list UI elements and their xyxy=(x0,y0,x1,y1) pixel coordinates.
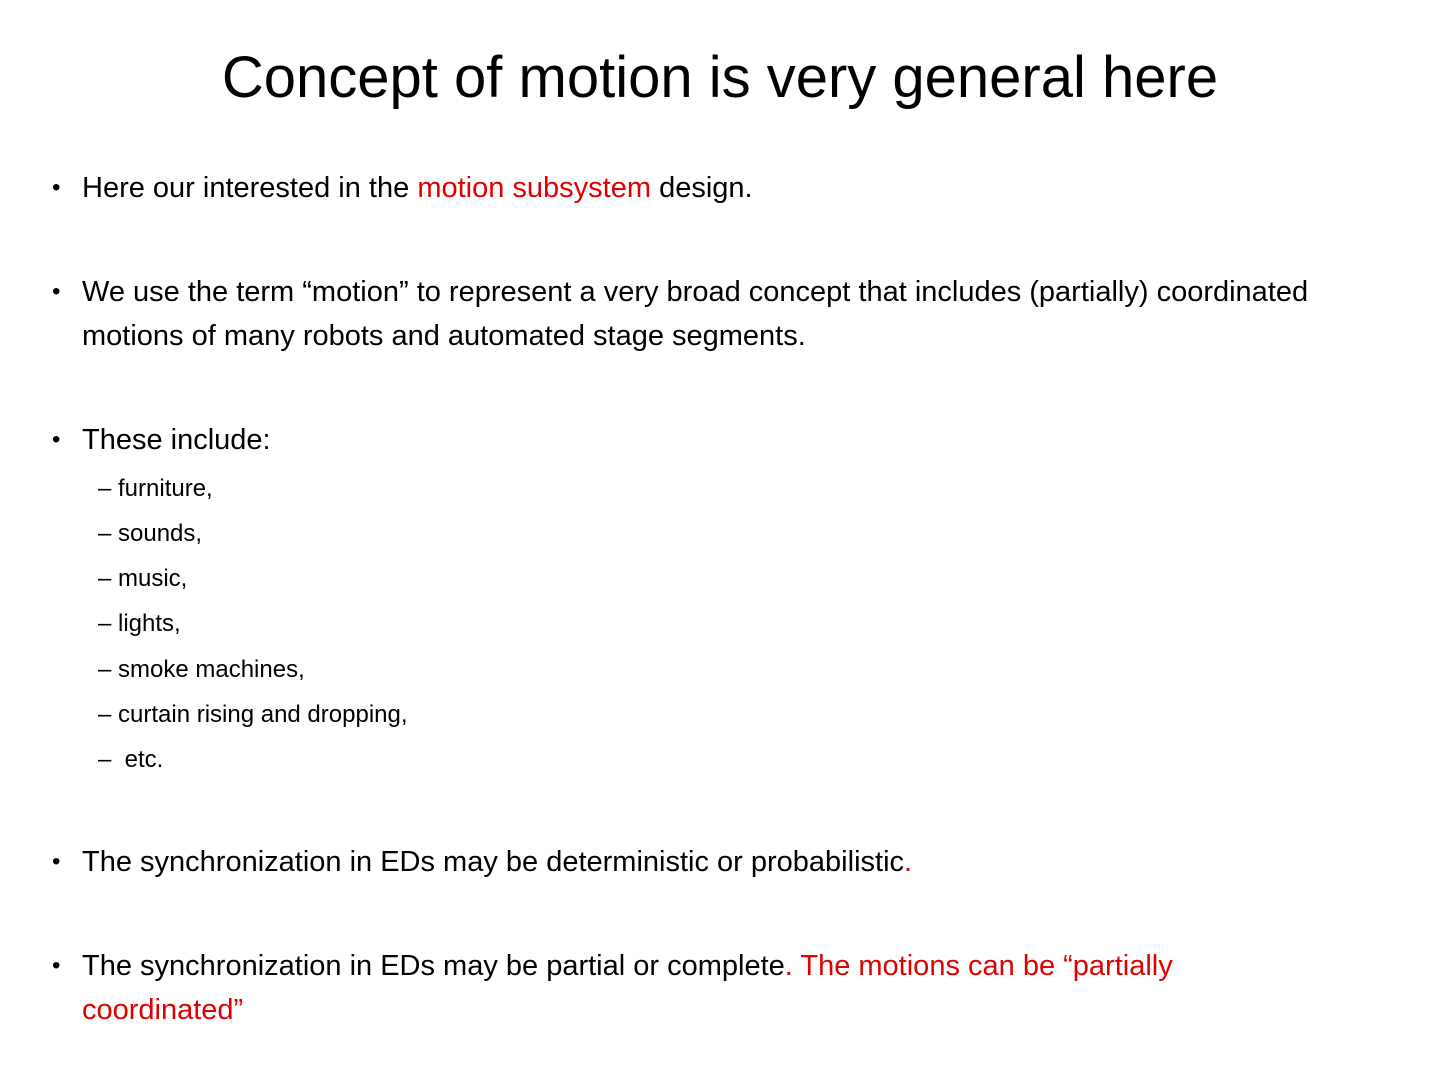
sub-item-text: sounds, xyxy=(118,520,203,547)
slide-title: Concept of motion is very general here xyxy=(221,45,1219,110)
bullet-text-part: Here our interested in the xyxy=(82,172,418,204)
bullet-dot-icon: • xyxy=(52,278,61,305)
sub-item-sounds xyxy=(98,519,202,549)
highlighted-text: . xyxy=(904,846,913,878)
sub-item-music xyxy=(98,564,187,594)
bullet-text: These include: xyxy=(82,424,271,456)
sub-item-text: lights, xyxy=(118,610,181,637)
bullet-text-part: design. xyxy=(651,172,753,204)
bullet-motion-term xyxy=(52,270,1382,358)
bullet-text: We use the term “motion” to represent a very broad concept that includes (partially) coordinated motions of many robots and automated stage segments. xyxy=(82,276,1309,352)
bullet-dot-icon: • xyxy=(52,174,61,201)
bullet-dot-icon: • xyxy=(52,848,61,875)
bullet-text-part: The synchronization in EDs may be partial or complete xyxy=(82,950,785,982)
sub-item-text: furniture, xyxy=(118,475,213,502)
bullet-dot-icon: • xyxy=(52,426,61,453)
bullet-synchronization-partial xyxy=(52,944,1382,1032)
sub-item-text: etc. xyxy=(118,746,164,773)
dash-icon: – xyxy=(98,656,112,683)
dash-icon: – xyxy=(98,610,112,637)
bullet-text xyxy=(82,166,1382,210)
sub-item-smoke-machines xyxy=(98,655,305,685)
sub-item-lights xyxy=(98,609,181,639)
bullet-text-part: The synchronization in EDs may be deterministic or probabilistic xyxy=(82,846,905,878)
sub-item-text: curtain rising and dropping, xyxy=(118,701,408,728)
dash-icon: – xyxy=(98,565,112,592)
highlighted-text: motion subsystem xyxy=(417,172,652,204)
sub-item-etc xyxy=(98,745,163,775)
sub-item-furniture xyxy=(98,474,213,504)
highlighted-text: . The motions can be “partially coordinated” xyxy=(82,950,1173,1026)
dash-icon: – xyxy=(98,701,112,728)
bullet-synchronization-deterministic xyxy=(52,840,1382,884)
bullet-text xyxy=(82,944,1232,1032)
dash-icon: – xyxy=(98,520,112,547)
sub-item-text: smoke machines, xyxy=(118,656,305,683)
bullet-dot-icon: • xyxy=(52,952,61,979)
dash-icon: – xyxy=(98,475,112,502)
sub-item-text: music, xyxy=(118,565,188,592)
sub-item-curtain xyxy=(98,700,408,730)
bullet-motion-subsystem xyxy=(52,166,1382,210)
bullet-text xyxy=(82,840,1382,884)
bullet-these-include xyxy=(52,418,1382,462)
dash-icon: – xyxy=(98,746,112,773)
